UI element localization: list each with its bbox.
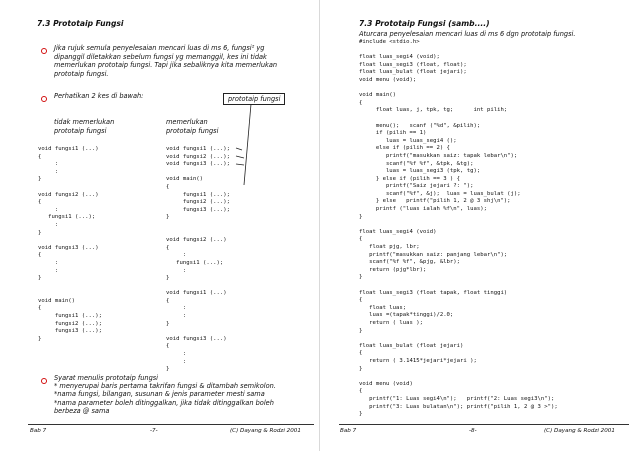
footer-copyright: (C) Dayang & Rodzi 2001 xyxy=(544,428,615,434)
code-with-prototype: void fungsi1 (...); void fungsi2 (...); void fungsi3 (...); void main() { fungsi1 (...); fungsi2 (...); fungsi3 (...); } void fungsi2 (...) { : fungsi1 (...); : } void fungsi1 (...) { : : } void fungsi3 (...) { : : } xyxy=(166,146,230,373)
col2-heading xyxy=(166,118,218,135)
footer-copyright: (C) Dayang & Rodzi 2001 xyxy=(230,428,301,434)
text-line: dipanggil diletakkan sebelum fungsi yg memanggil, kes ini tidak xyxy=(54,52,267,61)
footer-divider xyxy=(339,424,629,425)
footer-divider xyxy=(28,424,314,425)
text-line: * menyerupai baris pertama takrifan fungsi & ditambah semikolon. xyxy=(54,382,276,391)
text-line: prototaip fungsi. xyxy=(54,69,109,78)
callout-prototype: prototaip fungsi xyxy=(223,93,285,105)
text-line: Syarat menulis prototaip fungsi xyxy=(54,374,159,382)
page-right xyxy=(319,0,638,451)
text-line: Jika rujuk semula penyelesaian mencari luas di ms 6, fungsi² yg xyxy=(54,44,265,52)
footer-page-number: -7- xyxy=(150,428,158,434)
prototype-rules xyxy=(54,374,316,415)
text-line: *nama parameter boleh ditinggalkan, jika tidak ditinggalkan boleh xyxy=(54,398,274,407)
footer-chapter: Bab 7 xyxy=(30,428,47,434)
col1-heading xyxy=(54,118,114,135)
code-listing: #include <stdio.h> float luas_segi4 (void); float luas_segi3 (float, float); float luas_bulat (float jejari); void menu (void); void main() { float luas, j, tpk, tg; int pilih; menu(); scanf ("%d", &pilih); if (pilih == 1) luas = luas_segi4 (); else if (pilih == 2) { printf("masukkan saiz: tapak lebar\n"); scanf("%f %f", &tpk, &tg); luas = luas_segi3 (tpk, tg); } else if (pilih == 3 ) { printf("Saiz jejari ?: "); scanf("%f", &j); luas = luas_bulat (j); } else printf("pilih 1, 2 @ 3 shj\n"); printf ("luas ialah %f\n", luas); } float luas_segi4 (void) { float pjg, lbr; printf("masukkan saiz: panjang lebar\n"); scanf("%f %f", &pjg, &lbr); return (pjg*lbr); } float luas_segi3 (float tapak, float tinggi) { float luas; luas =(tapak*tinggi)/2.0; return ( luas ); } float luas_bulat (float jejari) { return ( 3.1415*jejari*jejari ); } void menu (void) { printf("1: Luas segi4\n"); printf("2: Luas segi3\n"); printf("3: Luas bulatan\n"); printf("pilih 1, 2 @ 3 >"); } xyxy=(359,39,558,418)
page-title: 7.3 Prototaip Fungsi xyxy=(37,19,124,28)
page-subtitle: Aturcara penyelesaian mencari luas di ms 6 dgn prototaip fungsi. xyxy=(359,30,576,38)
footer-chapter: Bab 7 xyxy=(340,428,357,434)
text-line: prototaip fungsi xyxy=(54,126,107,135)
text-line: tidak memerlukan xyxy=(54,118,115,126)
bullet-icon xyxy=(41,378,47,384)
text-line: prototaip fungsi xyxy=(166,126,219,135)
text-line: memerlukan xyxy=(166,118,208,126)
page-title: 7.3 Prototaip Fungsi (samb....) xyxy=(359,19,490,28)
cases-intro: Perhatikan 2 kes di bawah: xyxy=(54,92,144,100)
text-line: memerlukan prototaip fungsi. Tapi jika sebaliknya kita memerlukan xyxy=(54,61,278,70)
text-line: *nama fungsi, bilangan, susunan & jenis parameter mesti sama xyxy=(54,390,265,399)
text-line: berbeza @ sama xyxy=(54,406,110,415)
footer-page-number: -8- xyxy=(469,428,477,434)
code-no-prototype: void fungsi1 (...) { : : } void fungsi2 (...) { : fungsi1 (...); : } void fungsi3 (...) { : : } void main() { fungsi1 (...); fungsi2 (...); fungsi3 (...); } xyxy=(38,146,102,342)
